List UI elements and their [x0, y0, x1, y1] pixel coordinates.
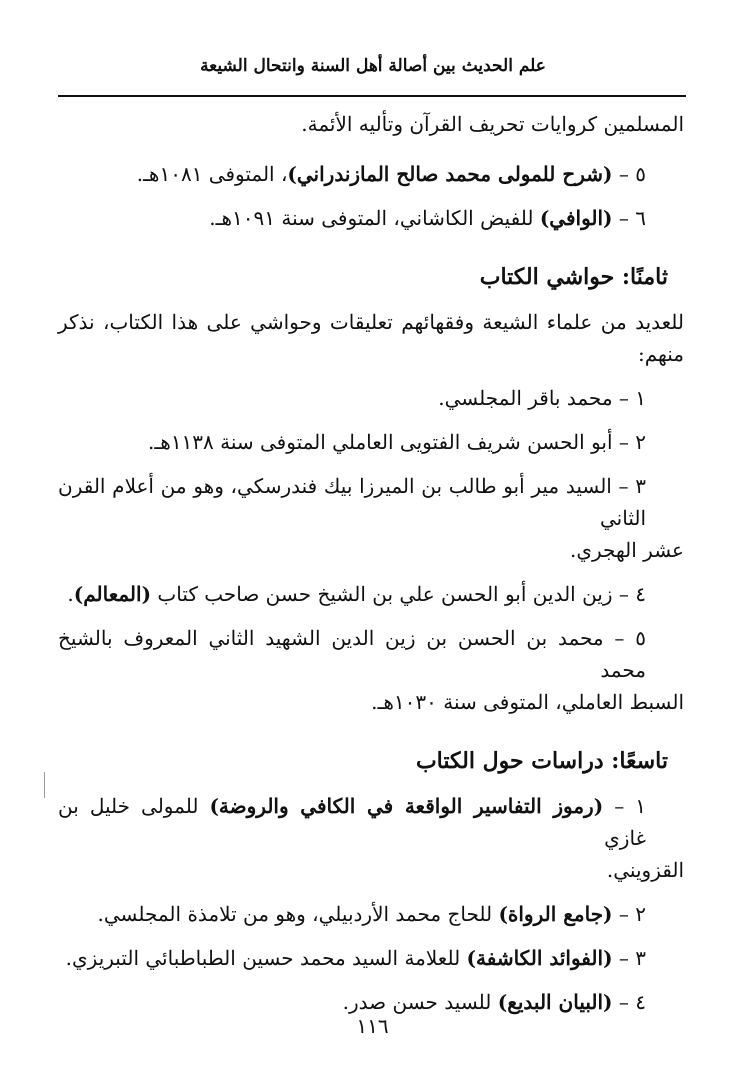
item-text: للمولى خليل بن غازي	[58, 794, 646, 850]
section-8-intro-cont: منهم:	[637, 342, 684, 366]
section-heading-8: ثامنًا: حواشي الكتاب	[479, 264, 668, 290]
running-header: علم الحديث بين أصالة أهل السنة وانتحال الشيعة	[200, 56, 546, 76]
annotator-item-2: ٢ – أبو الحسن شريف الفتويى العاملي المتوفى سنة ١١٣٨هـ.	[148, 430, 646, 454]
annotator-item-5-cont: السبط العاملي، المتوفى سنة ١٠٣٠هـ.	[371, 690, 684, 714]
item-title: (البيان البديع)	[497, 990, 613, 1014]
item-text: ٤ – زين الدين أبو الحسن علي بن الشيخ حسن صاحب كتاب	[151, 582, 646, 606]
item-text: للسيد حسن صدر.	[342, 990, 498, 1014]
continuation-line: المسلمين كروايات تحريف القرآن وتأليه الأئمة.	[301, 112, 684, 136]
study-item-1	[58, 790, 684, 854]
item-text: للعلامة السيد محمد حسين الطباطبائي التبريزي.	[65, 946, 467, 970]
item-number: ٢ –	[612, 902, 646, 926]
item-number: ١ –	[603, 794, 646, 818]
item-text: للحاج محمد الأردبيلي، وهو من تلامذة المجلسي.	[97, 902, 499, 926]
annotator-item-1: ١ – محمد باقر المجلسي.	[438, 386, 646, 410]
header-rule	[58, 95, 686, 97]
list-item-6	[58, 202, 684, 234]
page-body	[58, 108, 684, 1018]
item-title: (الفوائد الكاشفة)	[466, 946, 613, 970]
item-number: ٥ –	[612, 162, 646, 186]
page-number: ١١٦	[356, 1014, 389, 1038]
annotator-item-4	[58, 578, 684, 610]
item-title: (شرح للمولى محمد صالح المازندراني)	[287, 162, 613, 186]
item-text: للفيض الكاشاني، المتوفى سنة ١٠٩١هـ.	[209, 206, 540, 230]
item-number: ٤ –	[612, 990, 646, 1014]
item-text: ، المتوفى ١٠٨١هـ.	[136, 162, 288, 186]
item-number: ٣ –	[612, 946, 646, 970]
item-title: (الوافي)	[539, 206, 613, 230]
item-title: (المعالم)	[73, 582, 152, 606]
item-end: .	[67, 582, 74, 606]
item-title: (جامع الرواة)	[498, 902, 613, 926]
section-heading-9: تاسعًا: دراسات حول الكتاب	[415, 748, 668, 774]
margin-mark	[44, 772, 45, 798]
item-number: ٦ –	[612, 206, 646, 230]
study-item-3	[58, 942, 684, 974]
annotator-item-3-cont: عشر الهجري.	[570, 538, 684, 562]
list-item-5	[58, 158, 684, 190]
study-item-1-cont: القزويني.	[606, 858, 684, 882]
annotator-item-3: ٣ – السيد مير أبو طالب بن الميرزا بيك فندرسكي، وهو من أعلام القرن الثاني	[58, 474, 646, 530]
annotator-item-5: ٥ – محمد بن الحسن بن زين الدين الشهيد الثاني المعروف بالشيخ محمد	[58, 626, 646, 682]
section-8-intro: للعديد من علماء الشيعة وفقهائهم تعليقات وحواشي على هذا الكتاب، نذكر	[58, 310, 684, 334]
item-title: (رموز التفاسير الواقعة في الكافي والروضة)	[209, 794, 604, 818]
study-item-2	[58, 898, 684, 930]
